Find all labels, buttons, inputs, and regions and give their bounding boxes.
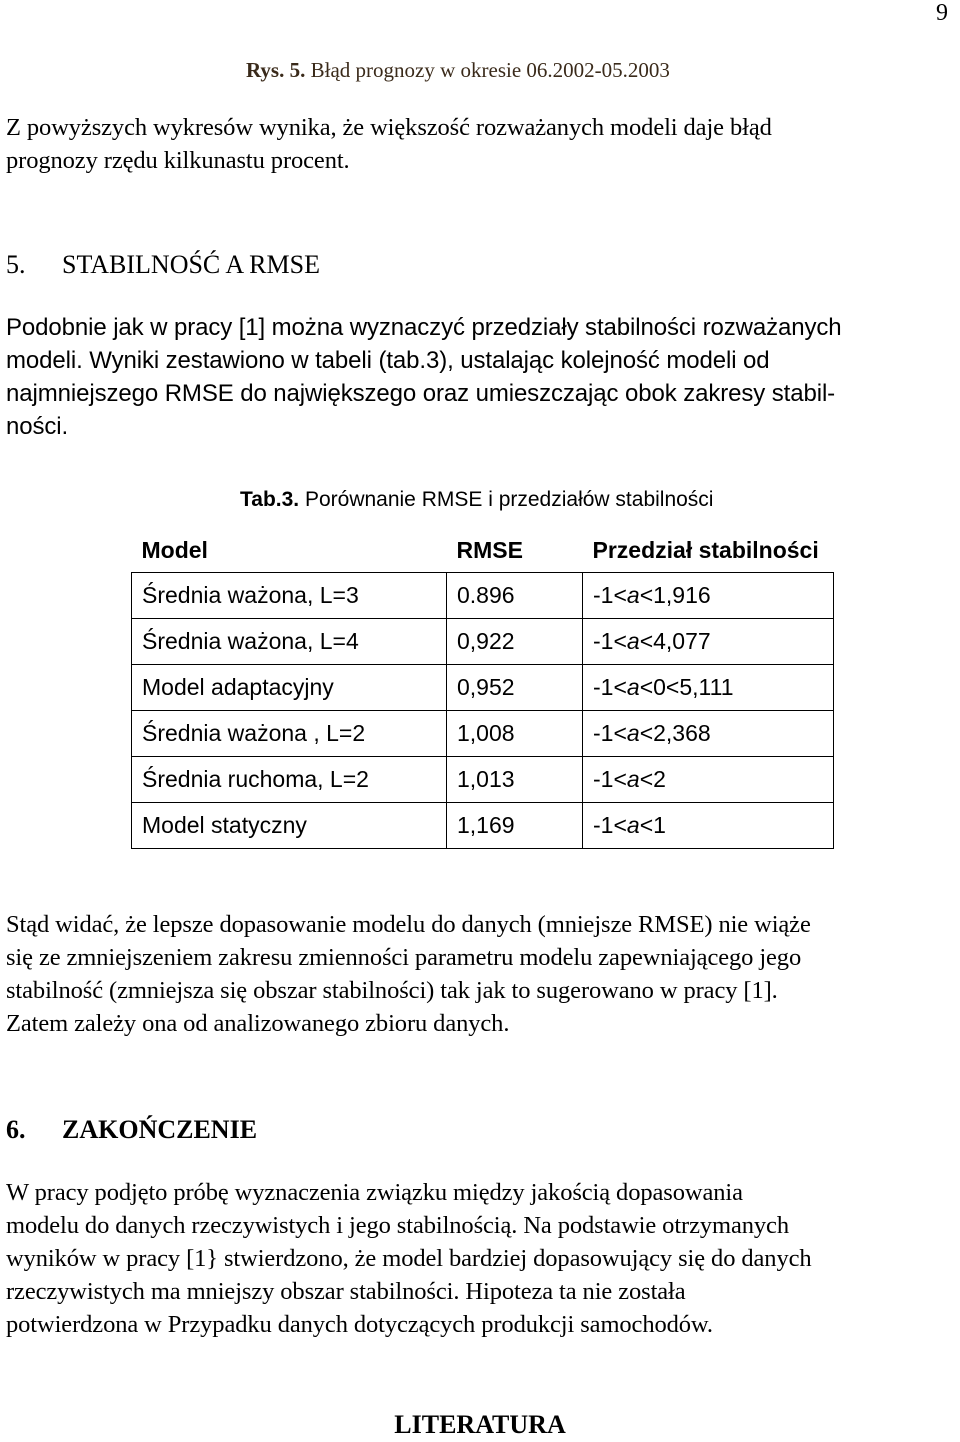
section-5-title: STABILNOŚĆ A RMSE bbox=[62, 250, 320, 279]
cell-range: -1<a<0<5,111 bbox=[583, 665, 834, 711]
table-header-row bbox=[132, 528, 834, 573]
cell-range: -1<a<1,916 bbox=[583, 573, 834, 619]
paragraph-line: Stąd widać, że lepsze dopasowanie modelu do danych (mniejsze RMSE) nie wiąże bbox=[6, 911, 811, 938]
conclusion-paragraph bbox=[6, 908, 946, 1040]
cell-rmse: 0,952 bbox=[447, 665, 583, 711]
paragraph-line: Zatem zależy ona od analizowanego zbioru danych. bbox=[6, 1010, 510, 1037]
section-6-number: 6. bbox=[6, 1115, 26, 1144]
paragraph-line: Z powyższych wykresów wynika, że większość rozważanych modeli daje błąd bbox=[6, 114, 772, 141]
section-6-heading bbox=[6, 1115, 257, 1145]
intro-paragraph bbox=[6, 111, 946, 177]
cell-range: -1<a<2 bbox=[583, 757, 834, 803]
table-row bbox=[132, 803, 834, 849]
paragraph-line: modelu do danych rzeczywistych i jego stabilnością. Na podstawie otrzymanych bbox=[6, 1212, 789, 1239]
table-caption bbox=[240, 488, 713, 512]
page-number: 9 bbox=[936, 0, 948, 26]
cell-rmse: 0.896 bbox=[447, 573, 583, 619]
table-row bbox=[132, 665, 834, 711]
cell-model: Model adaptacyjny bbox=[132, 665, 447, 711]
paragraph-line: modeli. Wyniki zestawiono w tabeli (tab.3), ustalając kolejność modeli od bbox=[6, 347, 770, 374]
figure-caption-label: Rys. 5. bbox=[246, 58, 306, 82]
cell-rmse: 1,169 bbox=[447, 803, 583, 849]
paragraph-line: stabilność (zmniejsza się obszar stabilności) tak jak to sugerowano w pracy [1]. bbox=[6, 977, 778, 1004]
paragraph-line: potwierdzona w Przypadku danych dotyczących produkcji samochodów. bbox=[6, 1311, 713, 1338]
paragraph-line: się ze zmniejszeniem zakresu zmienności parametru modelu zapewniającego jego bbox=[6, 944, 802, 971]
section-6-paragraph bbox=[6, 1176, 946, 1341]
table-row bbox=[132, 711, 834, 757]
cell-model: Średnia ruchoma, L=2 bbox=[132, 757, 447, 803]
paragraph-line: W pracy podjęto próbę wyznaczenia związku między jakością dopasowania bbox=[6, 1179, 743, 1206]
table-row bbox=[132, 757, 834, 803]
header-model: Model bbox=[141, 536, 208, 563]
table-caption-label: Tab.3. bbox=[240, 488, 300, 511]
cell-range: -1<a<4,077 bbox=[583, 619, 834, 665]
cell-model: Średnia ważona, L=4 bbox=[132, 619, 447, 665]
header-rmse: RMSE bbox=[456, 536, 523, 563]
cell-model: Średnia ważona , L=2 bbox=[132, 711, 447, 757]
paragraph-line: ności. bbox=[6, 413, 69, 440]
figure-caption-text: Błąd prognozy w okresie 06.2002-05.2003 bbox=[305, 58, 670, 82]
cell-model: Model statyczny bbox=[132, 803, 447, 849]
paragraph-line: prognozy rzędu kilkunastu procent. bbox=[6, 147, 350, 174]
section-6-title: ZAKOŃCZENIE bbox=[62, 1115, 258, 1144]
section-5-number: 5. bbox=[6, 250, 26, 279]
cell-range: -1<a<1 bbox=[583, 803, 834, 849]
paragraph-line: najmniejszego RMSE do największego oraz umieszczając obok zakresy stabil- bbox=[6, 380, 836, 407]
stability-table bbox=[131, 528, 834, 849]
cell-range: -1<a<2,368 bbox=[583, 711, 834, 757]
table-row bbox=[132, 619, 834, 665]
paragraph-line: wyników w pracy [1} stwierdzono, że model bardziej dopasowujący się do danych bbox=[6, 1245, 812, 1272]
cell-model: Średnia ważona, L=3 bbox=[132, 573, 447, 619]
cell-rmse: 1,008 bbox=[447, 711, 583, 757]
table-caption-text: Porównanie RMSE i przedziałów stabilności bbox=[299, 488, 714, 511]
cell-rmse: 1,013 bbox=[447, 757, 583, 803]
paragraph-line: rzeczywistych ma mniejszy obszar stabilności. Hipoteza ta nie została bbox=[6, 1278, 686, 1305]
table-row bbox=[132, 573, 834, 619]
figure-caption bbox=[246, 58, 670, 83]
header-stability-range: Przedział stabilności bbox=[592, 536, 819, 563]
section-5-paragraph bbox=[6, 311, 946, 443]
paragraph-line: Podobnie jak w pracy [1] można wyznaczyć przedziały stabilności rozważanych bbox=[6, 314, 842, 341]
cell-rmse: 0,922 bbox=[447, 619, 583, 665]
literatura-heading: LITERATURA bbox=[394, 1410, 566, 1439]
section-5-heading bbox=[6, 250, 320, 280]
